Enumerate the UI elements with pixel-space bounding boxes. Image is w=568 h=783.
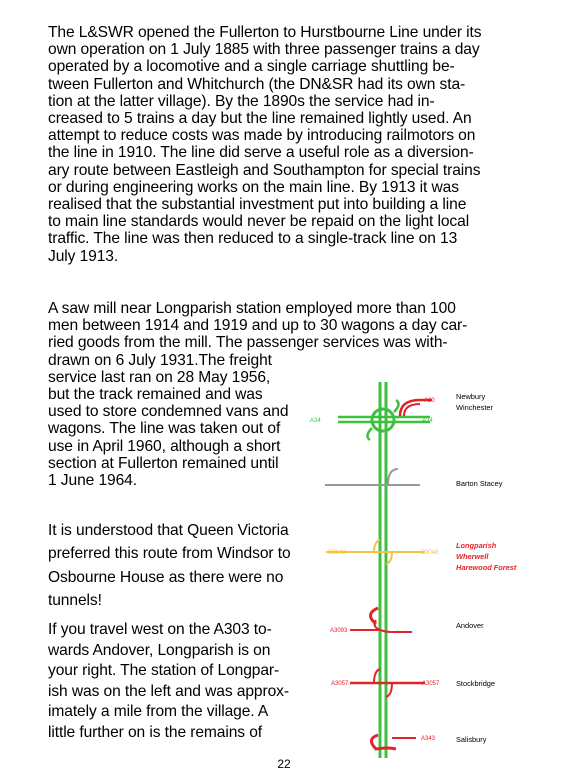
text-line: wards Andover, Longparish is on <box>48 641 271 659</box>
text-line: July 1913. <box>48 247 119 265</box>
junction-a343 <box>371 735 416 749</box>
text-line: 1 June 1964. <box>48 472 137 490</box>
text-line: tion at the latter village). By the 1890s the service had in- <box>48 92 435 110</box>
road-label-a3093: A3093 <box>330 628 348 634</box>
destination-andover: Andover <box>456 621 484 630</box>
road-label-a343: A343 <box>421 736 436 742</box>
text-line: attempt to reduce costs was made by introducing railmotors on <box>48 127 476 145</box>
destination-harewood-forest: Harewood Forest <box>456 563 517 572</box>
text-line: The L&SWR opened the Fullerton to Hurstbourne Line under its <box>48 24 482 41</box>
text-line: or during engineering works on the main line. By 1913 it was <box>48 178 459 196</box>
destination-stockbridge: Stockbridge <box>456 679 496 688</box>
text-line: operated by a locomotive and a single carriage shuttling be- <box>48 58 455 76</box>
junction-barton-stacey <box>325 469 420 485</box>
text-line: section at Fullerton remained until <box>48 454 279 472</box>
road-label-a30: A30 <box>424 398 435 404</box>
text-line: ish was on the left and was approx- <box>48 682 289 700</box>
text-line: your right. The station of Longpar- <box>48 662 280 679</box>
route-map <box>300 380 550 760</box>
road-label-a34-left: A34 <box>310 418 321 424</box>
text-line: traffic. The line was then reduced to a single-track line on 13 <box>48 230 458 248</box>
text-line: men between 1914 and 1919 and up to 30 wagons a day car- <box>48 317 468 335</box>
text-line: used to store condemned vans and <box>48 403 289 421</box>
road-label-a3057-right: A3057 <box>422 681 440 687</box>
text-line: tween Fullerton and Whitchurch (the DN&SR had its own sta- <box>48 75 466 93</box>
road-label-b3048-right: B3048 <box>421 550 439 556</box>
text-line: use in April 1960, although a short <box>48 437 281 455</box>
text-line: ried goods from the mill. The passenger services was with- <box>48 334 448 352</box>
road-label-a3057-left: A3057 <box>331 681 349 687</box>
destination-winchester: Winchester <box>456 403 493 412</box>
text-line: service last ran on 28 May 1956, <box>48 368 271 386</box>
destination-salisbury: Salisbury <box>456 735 487 744</box>
text-line: A saw mill near Longparish station employed more than 100 <box>48 300 456 317</box>
road-label-a34-right: A34 <box>422 418 433 424</box>
road-label-b3048-left: B3048 <box>328 550 346 556</box>
page-number: 22 <box>277 757 291 771</box>
destination-barton-stacey: Barton Stacey <box>456 479 503 488</box>
paragraph-3 <box>48 519 291 612</box>
text-line: It is understood that Queen Victoria <box>48 522 289 539</box>
text-line: own operation on 1 July 1885 with three passenger trains a day <box>48 41 480 59</box>
text-line: wagons. The line was taken out of <box>48 420 281 438</box>
paragraph-1 <box>48 24 481 265</box>
text-line: ary route between Eastleigh and Southampton for special trains <box>48 161 481 179</box>
destination-longparish: Longparish <box>456 541 497 550</box>
text-line: imately a mile from the village. A <box>48 703 269 720</box>
text-line: Osbourne House as there were no <box>48 568 284 586</box>
text-line: drawn on 6 July 1931.The freight <box>48 351 272 369</box>
text-line: creased to 5 trains a day but the line remained lightly used. An <box>48 110 472 128</box>
destination-wherwell: Wherwell <box>456 552 489 561</box>
text-line: little further on is the remains of <box>48 723 263 741</box>
text-line: preferred this route from Windsor to <box>48 545 291 563</box>
text-line: tunnels! <box>48 591 102 609</box>
text-line: the line in 1910. The line did serve a useful role as a diversion- <box>48 144 474 162</box>
text-line: but the track remained and was <box>48 386 263 404</box>
paragraph-4 <box>48 620 289 743</box>
destination-newbury: Newbury <box>456 392 486 401</box>
text-line: to main line standards would never be repaid on the light local <box>48 213 470 231</box>
text-line: If you travel west on the A303 to- <box>48 621 272 638</box>
text-line: realised that the substantial investment put into building a line <box>48 196 467 214</box>
